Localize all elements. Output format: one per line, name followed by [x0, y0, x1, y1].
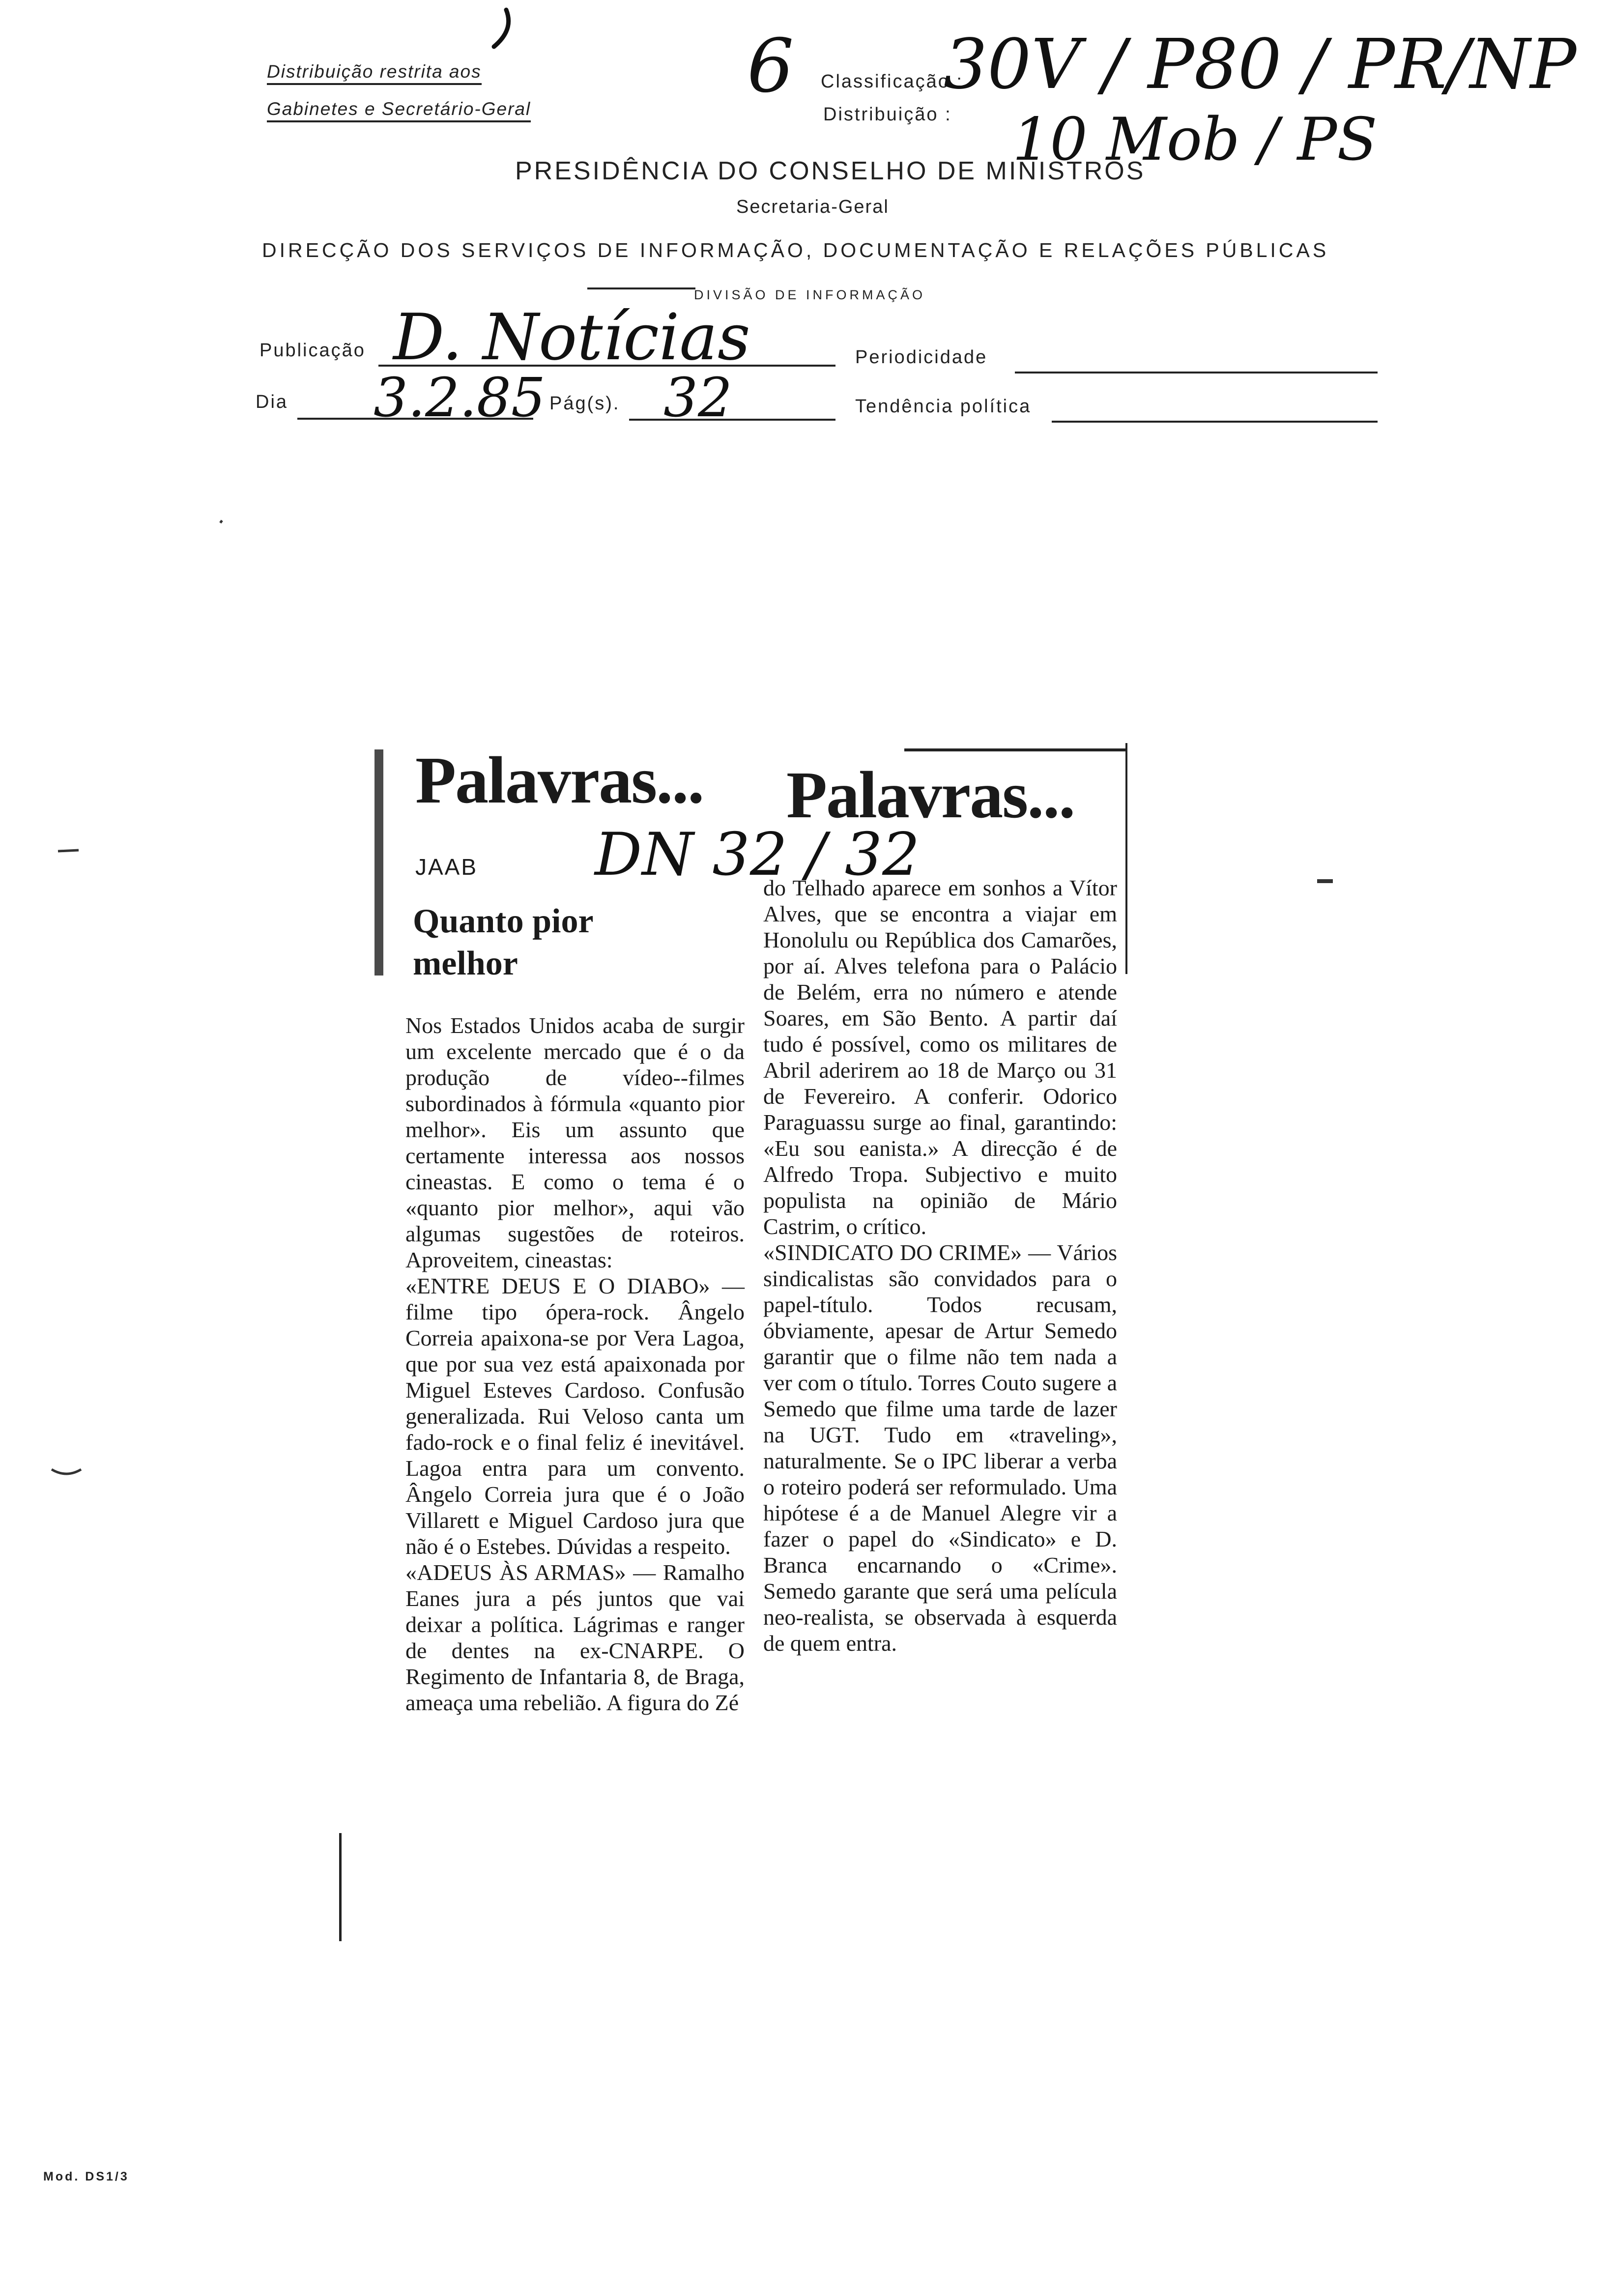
margin-mark-2: [52, 1469, 81, 1474]
headline-right: Palavras...: [786, 758, 1075, 832]
distribution-restriction-line1: Distribuição restrita aos: [267, 61, 482, 85]
handwritten-classification: 30V / P80 / PR/NP: [944, 25, 1577, 105]
speck-1: [220, 521, 222, 522]
secretariat-label: Secretaria-Geral: [736, 197, 889, 217]
margin-mark-1: [58, 850, 79, 851]
byline: JAAB: [415, 854, 478, 880]
handwritten-number: 6: [747, 24, 794, 109]
article-left-column: Nos Estados Unidos acaba de surgir um excelente mercado que é o da produção de vídeo--filmes subordinados à fórmula «quanto pior melhor». Eis um assunto que certamente interessa aos nossos cineastas. E como o tema é o «quanto pior melhor», aqui vão algumas sugestões de roteiros. Aproveitem, cineastas: «ENTRE DEUS E O DIABO» — filme tipo ópera-rock. Ângelo Correia apaixona-se por Vera Lagoa, que por sua vez está apaixonada por Miguel Esteves Cardoso. Confusão generalizada. Rui Veloso canta um fado-rock e o final feliz é inevitável. Lagoa entra para um convento. Ângelo Correia jura que é o João Villarett e Miguel Cardoso jura que não é o Estebes. Dúvidas a respeito. «ADEUS ÀS ARMAS» — Ramalho Eanes jura a pés juntos que vai deixar a política. Lágrimas e ranger de dentes na ex-CNARPE. O Regimento de Infantaria 8, de Braga, ameaça uma rebelião. A figura do Zé: [405, 1013, 745, 1715]
pages-label: Pág(s).: [549, 393, 620, 414]
handwritten-pages: 32: [663, 366, 732, 429]
article-subhead: Quanto pior melhor: [413, 902, 594, 982]
classification-label: Classificação :: [821, 71, 963, 92]
department-title: DIRECÇÃO DOS SERVIÇOS DE INFORMAÇÃO, DOCUMENTAÇÃO E RELAÇÕES PÚBLICAS: [262, 239, 1329, 261]
form-model-code: Mod. DS1/3: [43, 2170, 129, 2183]
handwritten-distribution: 10 Mob / PS: [1012, 106, 1378, 174]
publication-label: Publicação: [259, 340, 366, 361]
handwritten-publication: D. Notícias: [393, 300, 750, 374]
political-tendency-label: Tendência política: [855, 396, 1032, 417]
periodicity-label: Periodicidade: [855, 347, 988, 368]
clipping-bottom-left-edge: [339, 1833, 342, 1941]
handwritten-day: 3.2.85: [374, 366, 546, 429]
institution-title: PRESIDÊNCIA DO CONSELHO DE MINISTROS: [515, 157, 1146, 185]
division-label: DIVISÃO DE INFORMAÇÃO: [694, 287, 926, 302]
handwritten-clipping-mark: DN 32 / 32: [595, 821, 920, 889]
top-stray-stroke: [494, 10, 509, 47]
day-label: Dia: [256, 392, 288, 412]
clipping-top-edge: [904, 748, 1125, 751]
article-right-column: do Telhado aparece em sonhos a Vítor Alves, que se encontra a viajar em Honolulu ou República dos Camarões, por aí. Alves telefona para o Palácio de Belém, erra no número e atende Soares, em São Bento. A partir daí tudo é possível, como os militares de Abril aderirem ao 18 de Março ou 31 de Fevereiro. A conferir. Odorico Paraguassu surge ao final, garantindo: «Eu sou eanista.» A direcção é de Alfredo Tropa. Subjectivo e muito populista na opinião de Mário Castrim, o crítico. «SINDICATO DO CRIME» — Vários sindicalistas são convidados para o papel-título. Todos recusam, óbviamente, apesar de Artur Semedo garantir que o filme não tem nada a ver com o título. Torres Couto sugere a Semedo que filme uma tarde de lazer na UGT. Tudo em «traveling», naturalmente. Se o IPC liberar a verba o roteiro poderá ser reformulado. Uma hipótese é a de Manuel Alegre vir a fazer o papel do «Sindicato» e D. Branca encarnando o «Crime». Semedo garante que será uma película neo-realista, se observada à esquerda de quem entra.: [763, 875, 1117, 1656]
clipping-right-edge: [1125, 743, 1127, 974]
headline-left: Palavras...: [415, 744, 704, 817]
distribution-label: Distribuição :: [823, 104, 952, 125]
clipping-left-edge: [374, 749, 383, 976]
distribution-restriction-line2: Gabinetes e Secretário-Geral: [267, 99, 531, 122]
